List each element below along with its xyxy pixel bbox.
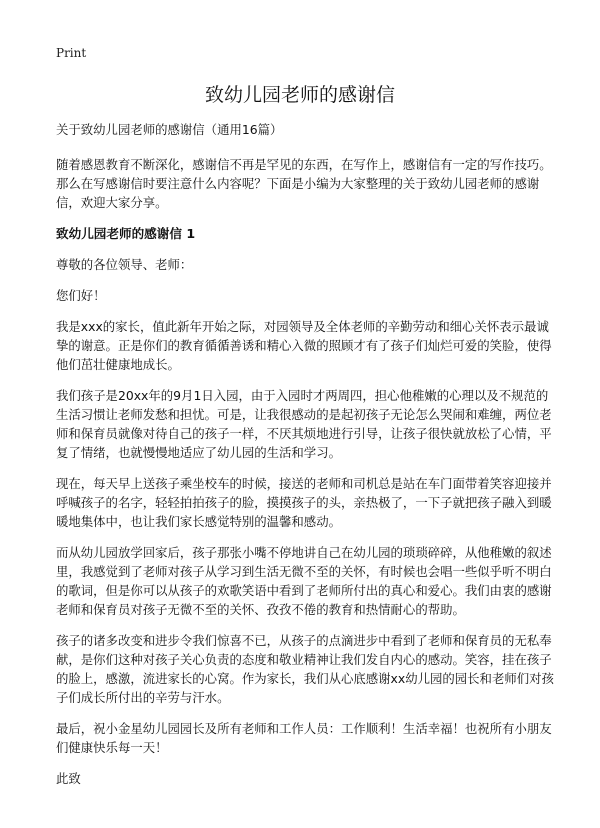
print-link[interactable]: Print [56, 46, 87, 60]
body-paragraph: 而从幼儿园放学回家后，孩子那张小嘴不停地讲自己在幼儿园的琐琐碎碎，从他稚嫩的叙述里，我感觉到了老师对孩子从学习到生活无微不至的关怀，有时候也会唱一些似乎听不明白的歌词，但是你可以从孩子的欢歌笑语中看到了老师所付出的真心和爱心。我们由衷的感谢老师和保育员对孩子无微不至的关怀、孜孜不倦的教育和热情耐心的帮助。 [56, 545, 552, 617]
salutation: 尊敬的各位领导、老师： [56, 257, 193, 272]
greeting: 您们好！ [56, 288, 106, 303]
document-title: 致幼儿园老师的感谢信 [204, 84, 395, 106]
intro-paragraph: 随着感恩教育不断深化，感谢信不再是罕见的东西，在写作上，感谢信有一定的写作技巧。那么在写感谢信时要注意什么内容呢？下面是小编为大家整理的关于致幼儿园老师的感谢信，欢迎大家分享。 [56, 157, 552, 210]
body-paragraph: 孩子的诸多改变和进步令我们惊喜不已，从孩子的点滴进步中看到了老师和保育员的无私奉献，是你们这种对孩子关心负责的态度和敬业精神让我们发自内心的感动。笑容，挂在孩子的脸上，感激，流进家长的心窝。作为家长，我们从心底感谢xx幼儿园的园长和老师们对孩子们成长所付出的辛劳与汗水。 [56, 633, 554, 705]
body-paragraph: 我是xxx的家长，值此新年开始之际，对园领导及全体老师的辛勤劳动和细心关怀表示最诚挚的谢意。正是你们的教育循循善诱和精心入微的照顾才有了孩子们灿烂可爱的笑脸，使得他们茁壮健康地成长。 [56, 319, 552, 372]
body-paragraph: 最后，祝小金星幼儿园园长及所有老师和工作人员：工作顺利！生活幸福！也祝所有小朋友们健康快乐每一天！ [56, 721, 552, 755]
document-body [56, 120, 554, 800]
body-paragraph: 现在，每天早上送孩子乘坐校车的时候，接送的老师和司机总是站在车门面带着笑容迎接并呼喊孩子的名字，轻轻拍拍孩子的脸，摸摸孩子的头，亲热极了，一下子就把孩子融入到暖暖地集体中，也让我们家长感觉特别的温馨和感动。 [56, 476, 552, 529]
section-heading: 致幼儿园老师的感谢信 1 [56, 226, 196, 241]
body-paragraph: 我们孩子是20xx年的9月1日入园，由于入园时才两周四，担心他稚嫩的心理以及不规范的生活习惯让老师发愁和担忧。可是，让我很感动的是起初孩子无论怎么哭闹和难缠，两位老师和保育员就像对待自己的孩子一样，不厌其烦地进行引导，让孩子很快就放松了心情，平复了情绪，也就慢慢地适应了幼儿园的生活和学习。 [56, 388, 552, 460]
closing: 此致 [56, 771, 81, 786]
document-subtitle: 关于致幼儿园老师的感谢信（通用16篇） [56, 122, 283, 137]
